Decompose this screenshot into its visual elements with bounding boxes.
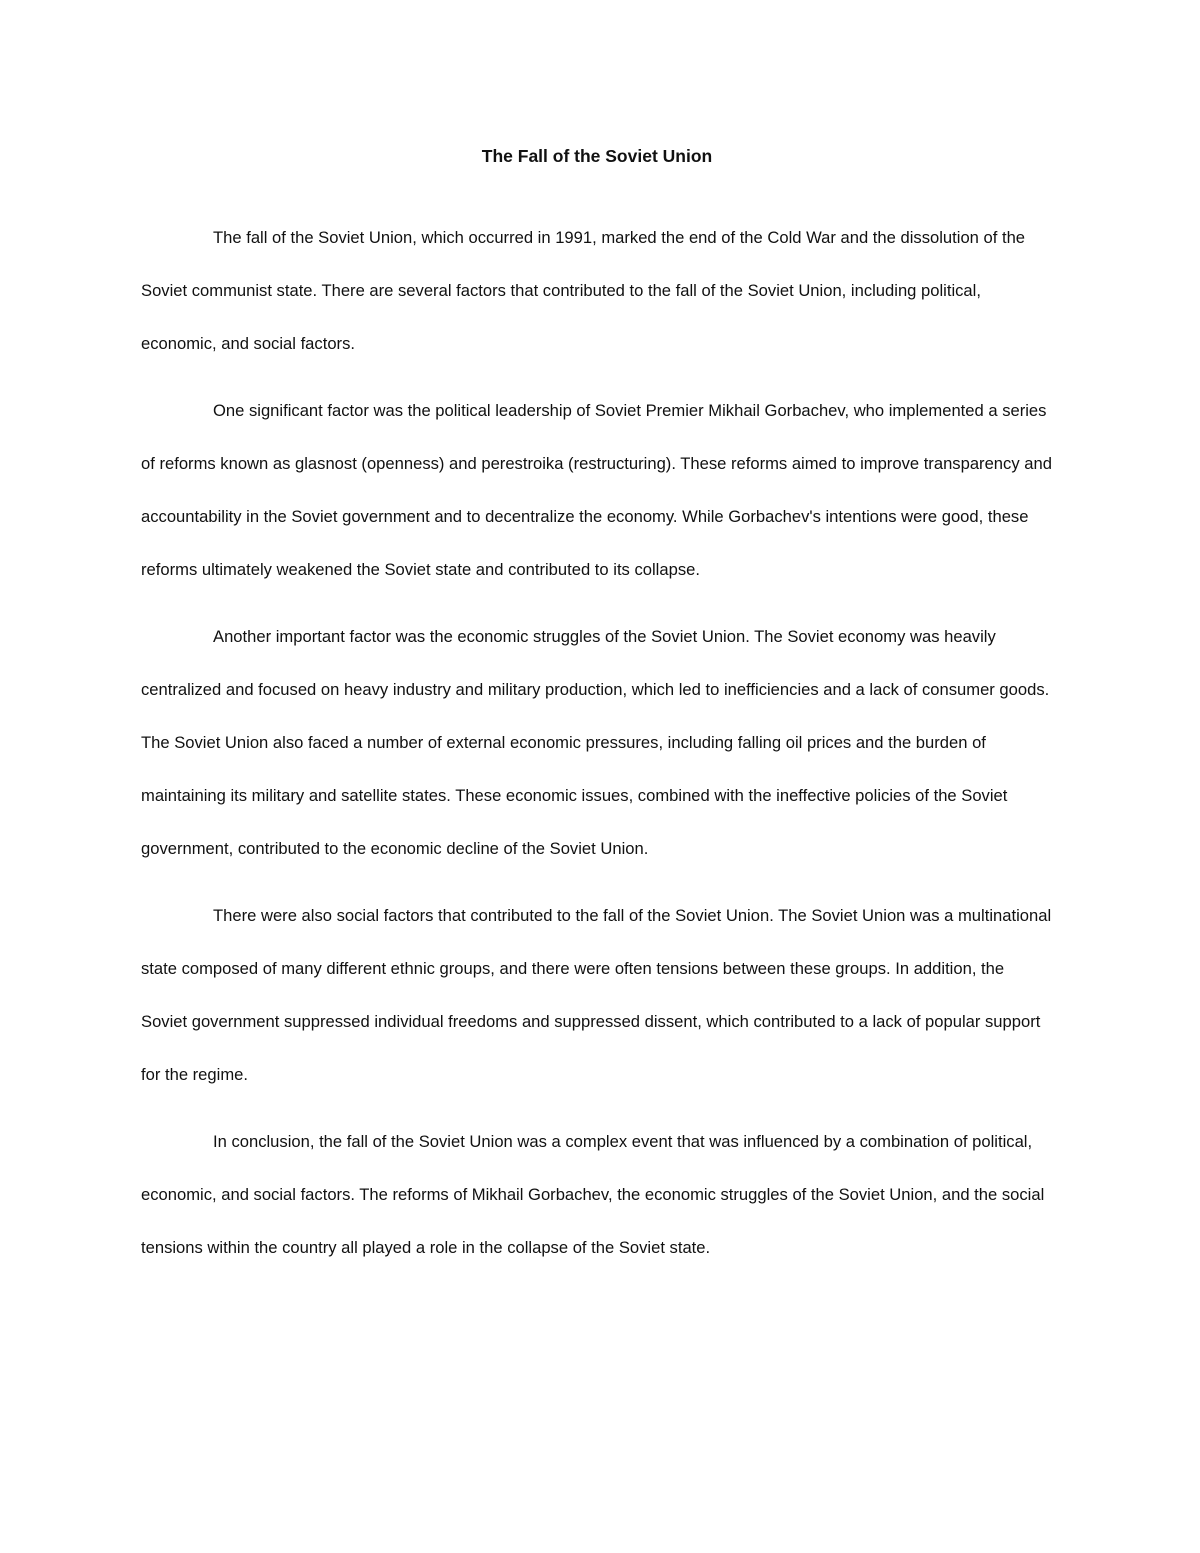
paragraph-introduction: The fall of the Soviet Union, which occurred in 1991, marked the end of the Cold War and the dissolution of the Soviet communist state. There are several factors that contributed to the fall of the Soviet Union, including political, economic, and social factors. <box>141 228 1026 353</box>
paragraph-conclusion: In conclusion, the fall of the Soviet Union was a complex event that was influenced by a combination of political, economic, and social factors. The reforms of Mikhail Gorbachev, the economic struggles of the Soviet Union, and the social tensions within the country all played a role in the collapse of the Soviet state. <box>141 1132 1045 1257</box>
paragraph-social-factors: There were also social factors that contributed to the fall of the Soviet Union. The Soviet Union was a multinational state composed of many different ethnic groups, and there were often tensions between these groups. In addition, the Soviet government suppressed individual freedoms and suppressed dissent, which contributed to a lack of popular support for the regime. <box>141 906 1052 1084</box>
paragraph-economic-factors: Another important factor was the economic struggles of the Soviet Union. The Soviet economy was heavily centralized and focused on heavy industry and military production, which led to inefficiencies and a lack of consumer goods. The Soviet Union also faced a number of external economic pressures, including falling oil prices and the burden of maintaining its military and satellite states. These economic issues, combined with the ineffective policies of the Soviet government, contributed to the economic decline of the Soviet Union. <box>141 627 1050 858</box>
document-title: The Fall of the Soviet Union <box>481 146 713 166</box>
paragraph-political-factors: One significant factor was the political leadership of Soviet Premier Mikhail Gorbachev, who implemented a series of reforms known as glasnost (openness) and perestroika (restructuring). These reforms aimed to improve transparency and accountability in the Soviet government and to decentralize the economy. While Gorbachev's intentions were good, these reforms ultimately weakened the Soviet state and contributed to its collapse. <box>141 401 1052 579</box>
document-body <box>141 211 1053 1274</box>
